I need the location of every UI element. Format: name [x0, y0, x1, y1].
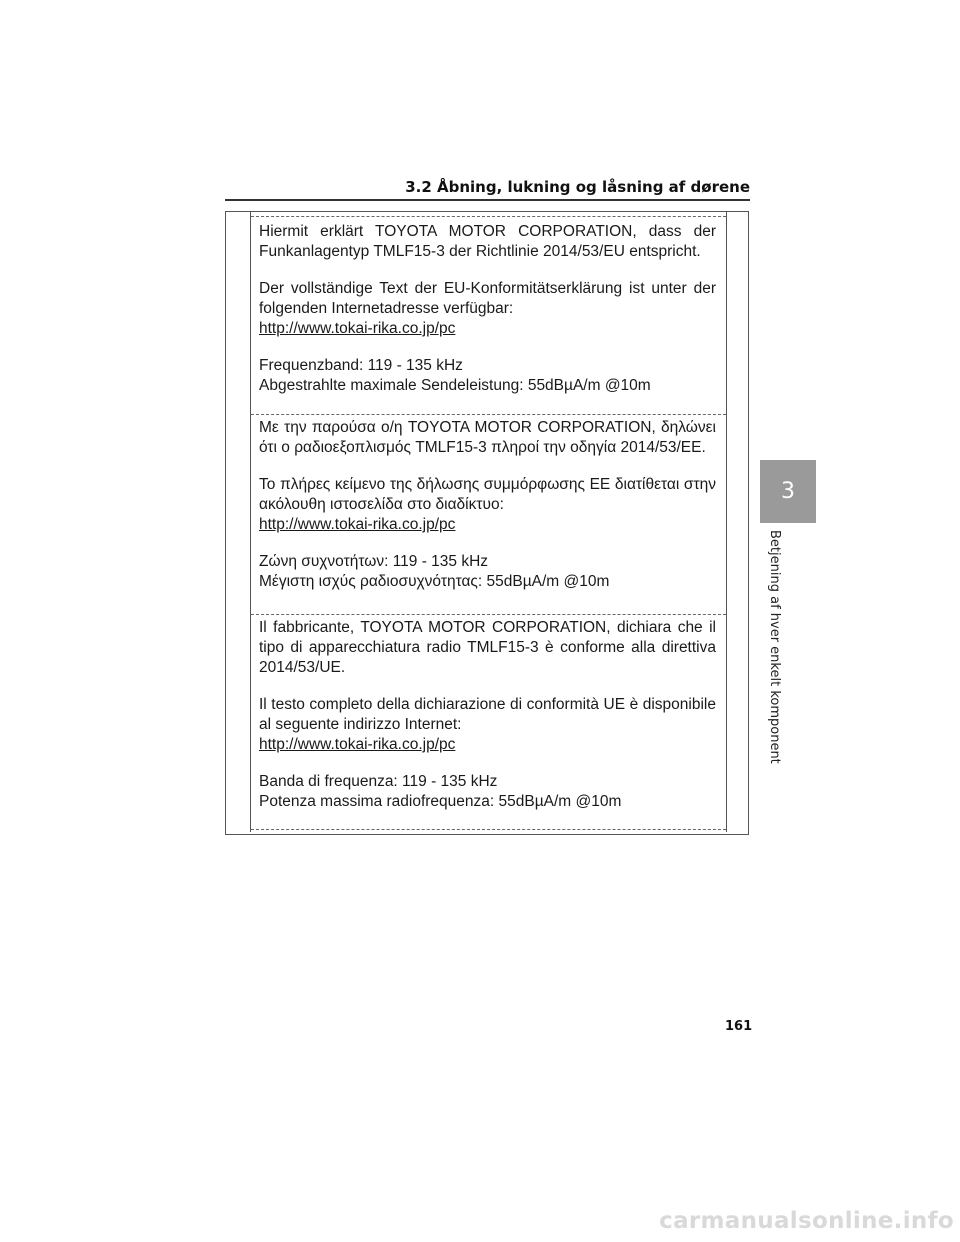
declaration-text: Hiermit erklärt TOYOTA MOTOR CORPORATION, dass der Funkanlagentyp TMLF15-3 der Richtlinie 2014/53/EU entspricht.: [259, 223, 716, 260]
declaration-text: Il fabbricante, TOYOTA MOTOR CORPORATION, dichiara che il tipo di apparecchiatura radio TMLF15-3 è conforme alla direttiva 2014/53/UE.: [259, 619, 716, 676]
section-divider: [251, 614, 726, 615]
frequency-band: Banda di frequenza: 119 - 135 kHz: [259, 773, 498, 790]
frequency-band: Ζώνη συχνοτήτων: 119 - 135 kHz: [259, 553, 489, 570]
section-header-title: 3.2 Åbning, lukning og låsning af dørene: [405, 178, 750, 196]
declaration-inner-box: [250, 212, 727, 832]
section-german: [259, 222, 716, 396]
max-power: Potenza massima radiofrequenza: 55dBµA/m @10m: [259, 793, 622, 810]
declaration-url-link[interactable]: http://www.tokai-rika.co.jp/pc: [259, 736, 456, 753]
declaration-url-link[interactable]: http://www.tokai-rika.co.jp/pc: [259, 516, 456, 533]
bottom-dashed-rule: [251, 829, 726, 830]
chapter-label: Betjening af hver enkelt komponent: [767, 530, 782, 764]
max-power: Abgestrahlte maximale Sendeleistung: 55dBµA/m @10m: [259, 377, 651, 394]
section-greek: [259, 418, 716, 592]
max-power: Μέγιστη ισχύς ραδιοσυχνότητας: 55dBµA/m @10m: [259, 573, 610, 590]
declaration-url-link[interactable]: http://www.tokai-rika.co.jp/pc: [259, 320, 456, 337]
header-rule: [225, 199, 750, 201]
section-italian: [259, 618, 716, 812]
chapter-number: 3: [781, 479, 795, 504]
section-divider: [251, 414, 726, 415]
declaration-text: Με την παρούσα ο/η TOYOTA MOTOR CORPORATION, δηλώνει ότι ο ραδιοεξοπλισμός TMLF15-3 πληροί την οδηγία 2014/53/ΕΕ.: [259, 419, 716, 456]
watermark-text: carmanualsonline.info: [659, 1208, 954, 1234]
full-text-notice: Il testo completo della dichiarazione di conformità UE è disponibile al seguente indirizzo Internet:: [259, 696, 716, 733]
declaration-frame: [225, 211, 749, 835]
frequency-band: Frequenzband: 119 - 135 kHz: [259, 357, 463, 374]
full-text-notice: Der vollständige Text der EU-Konformitätserklärung ist unter der folgenden Internetadresse verfügbar:: [259, 280, 716, 317]
chapter-tab: [760, 460, 816, 523]
top-dashed-rule: [251, 216, 726, 217]
page-number: 161: [725, 1019, 753, 1034]
full-text-notice: Το πλήρες κείμενο της δήλωσης συμμόρφωσης ΕΕ διατίθεται στην ακόλουθη ιστοσελίδα στο διαδίκτυο:: [259, 476, 716, 513]
